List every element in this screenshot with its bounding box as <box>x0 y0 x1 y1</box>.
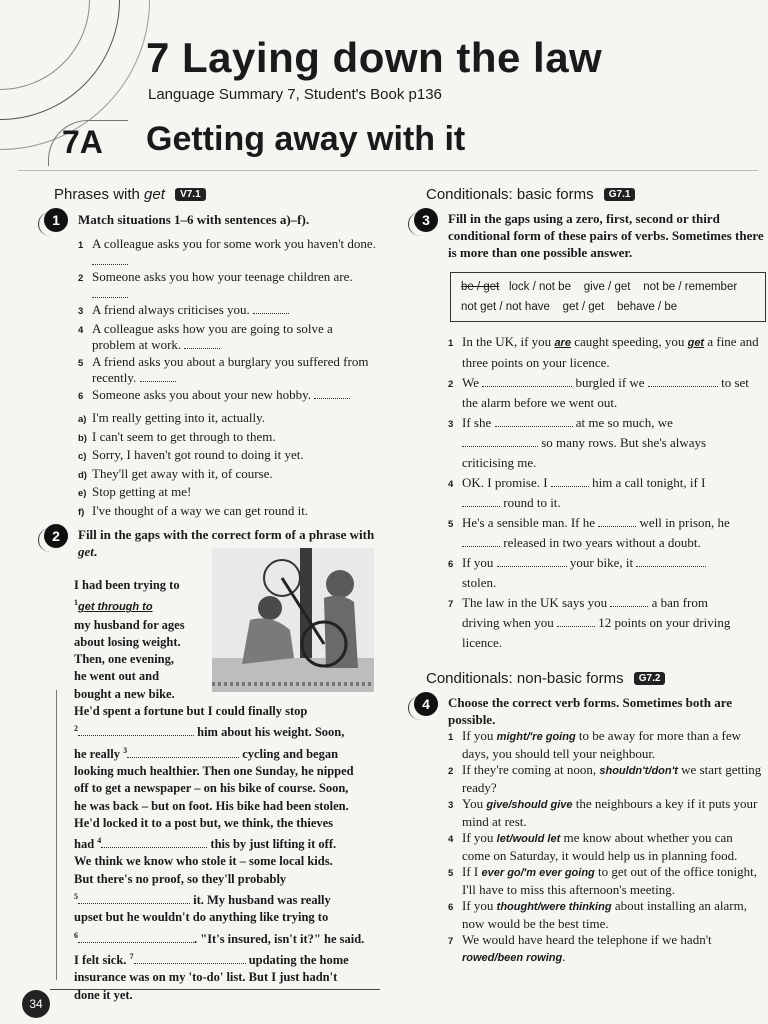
list-item <box>448 932 764 966</box>
story-line: off to get a newspaper – on his bike of course. Soon, <box>74 781 349 796</box>
item-text: Someone asks you about your new hobby. <box>92 386 312 402</box>
item-text: so many rows. But she's always <box>541 435 707 450</box>
story-line: But there's no proof, so they'll probably <box>74 871 287 886</box>
answer-gap[interactable] <box>610 597 648 607</box>
list-item <box>78 321 378 354</box>
gap-number: 5 <box>74 892 78 902</box>
instruction-emphasis: get <box>78 544 94 559</box>
item-text: 12 points on your driving <box>598 615 731 630</box>
item-text: round to it. <box>503 495 561 510</box>
answer-gap[interactable] <box>140 372 176 382</box>
item-number: 4 <box>448 479 454 490</box>
gap-number: 1 <box>74 598 78 608</box>
answer-gap[interactable] <box>462 497 500 507</box>
gap-number: 2 <box>74 724 78 734</box>
section-heading-phrases-with-get <box>54 186 206 203</box>
story-line: He'd spent a fortune but I could finally stop <box>74 704 308 719</box>
section-title-text: Phrases with <box>54 186 145 203</box>
item-text: A friend always criticises you. <box>92 302 250 317</box>
item-text: We would have heard the telephone if we hadn't <box>462 932 712 947</box>
verb-pair: not be / remember <box>643 281 738 293</box>
list-item <box>78 503 378 522</box>
item-number: 7 <box>448 599 454 610</box>
list-item <box>78 447 378 466</box>
example-answer: are <box>554 337 571 349</box>
list-item <box>78 466 378 485</box>
story-line <box>74 832 374 853</box>
exercise-number-4: 4 <box>414 692 438 716</box>
list-item <box>448 593 764 653</box>
verb-choice[interactable]: shouldn't/don't <box>599 765 678 777</box>
exercise-number-2: 2 <box>44 524 68 548</box>
list-item <box>448 373 764 413</box>
item-number: 6 <box>448 559 454 570</box>
item-text: to be away for more than a few days, you should tell your neighbour. <box>462 728 741 761</box>
section-badge: G7.1 <box>604 188 636 201</box>
item-number: 5 <box>78 357 84 369</box>
answer-gap[interactable] <box>462 437 538 447</box>
item-text: well in prison, he <box>639 515 730 530</box>
answer-gap[interactable] <box>134 954 246 964</box>
story-line <box>74 927 374 948</box>
item-text: If you <box>462 898 497 913</box>
list-item <box>448 898 764 932</box>
item-text: I'm really getting into it, actually. <box>92 410 265 425</box>
item-text: I can't seem to get through to them. <box>92 428 276 444</box>
item-text: If I <box>462 864 482 879</box>
list-item <box>448 796 764 830</box>
story-line <box>74 742 374 763</box>
item-number: 7 <box>448 936 454 947</box>
answer-gap[interactable] <box>598 517 636 527</box>
item-text: a fine and three points on your licence. <box>462 334 759 370</box>
instruction-text: Fill in the gaps with the correct form of a phrase with <box>78 527 375 542</box>
section-heading-conditionals-basic <box>426 186 635 203</box>
answer-gap[interactable] <box>78 894 190 904</box>
verb-choice[interactable]: thought/were thinking <box>496 901 612 913</box>
story-text: . "It's insured, isn't it?" he said. <box>194 931 365 946</box>
verb-pair: not get / not have <box>461 301 550 313</box>
item-text: Someone asks you how your teenage children are. <box>92 269 353 284</box>
verb-choice[interactable]: rowed/been rowing <box>462 951 563 964</box>
answer-gap[interactable] <box>557 617 595 627</box>
item-letter: a) <box>78 414 87 425</box>
item-text: a ban from <box>651 595 708 610</box>
list-item <box>448 513 764 553</box>
exercise-1-situations <box>78 236 378 405</box>
item-number: 6 <box>78 390 84 402</box>
list-item <box>78 410 378 429</box>
story-text: it. My husband was really <box>193 893 331 908</box>
verb-pair: lock / not be <box>508 281 571 293</box>
verb-pair: get / get <box>562 301 605 313</box>
story-line: he was back – but on foot. His bike had been stolen. <box>74 798 349 813</box>
item-text: If you <box>462 728 497 743</box>
verb-choice[interactable]: give/should give <box>486 799 573 811</box>
list-item <box>78 484 378 503</box>
answer-gap[interactable] <box>184 339 220 349</box>
item-text: Sorry, I haven't got round to doing it yet. <box>92 447 304 462</box>
story-text: he really <box>74 746 120 761</box>
item-number: 5 <box>448 519 454 530</box>
item-number: 3 <box>78 306 84 317</box>
answer-gap[interactable] <box>497 557 567 567</box>
exercise-4-sentences <box>448 728 764 966</box>
exercise-4-instruction: Choose the correct verb forms. Sometimes both are possible. <box>448 695 733 727</box>
item-number: 6 <box>448 902 454 913</box>
item-text: He's a sensible man. If he <box>462 515 596 530</box>
answer-gap[interactable] <box>127 748 239 758</box>
verb-pairs-box <box>450 272 766 322</box>
item-number: 5 <box>448 868 454 879</box>
item-text: The law in the UK says you <box>462 595 608 610</box>
story-line <box>74 720 374 741</box>
story-text: had <box>74 837 95 852</box>
list-item <box>78 269 378 302</box>
item-text: A friend asks you about a burglary you suffered from recently. <box>92 353 369 385</box>
item-number: 2 <box>78 273 84 284</box>
item-text: about installing an alarm, now would be the best time. <box>462 898 747 931</box>
item-number: 1 <box>448 732 454 743</box>
section-title-emphasis: get <box>144 186 165 203</box>
verb-choice[interactable]: ever go/'m ever going <box>481 867 595 879</box>
item-letter: d) <box>78 469 87 481</box>
item-text: stolen. <box>462 575 497 590</box>
item-text: to get out of the office tonight, I'll have to miss this afternoon's meeting. <box>462 864 757 897</box>
list-item <box>78 354 378 387</box>
page-number: 34 <box>22 990 50 1018</box>
list-item <box>448 864 764 898</box>
item-text: him a call tonight, if I <box>592 475 706 490</box>
verb-choice[interactable]: might/'re going <box>496 731 576 743</box>
story-text: cycling and began <box>242 746 339 761</box>
verb-choice[interactable]: let/would let <box>496 833 561 845</box>
verb-pair: behave / be <box>617 301 678 313</box>
story-line <box>74 594 374 616</box>
story-line: I had been trying to <box>74 578 180 592</box>
list-item <box>448 553 764 593</box>
list-item <box>448 473 764 513</box>
item-text: Stop getting at me! <box>92 484 192 499</box>
story-line: looking much healthier. Then one Sunday, he nipped <box>74 763 354 778</box>
list-item <box>78 387 378 406</box>
lesson-code: 7A <box>62 124 103 160</box>
unit-subtitle: Language Summary 7, Student's Book p136 <box>148 86 442 103</box>
list-item <box>78 302 378 321</box>
gap-number: 3 <box>123 745 128 755</box>
answer-gap[interactable] <box>253 304 289 314</box>
example-answer: get through to <box>78 601 153 614</box>
item-text: released in two years without a doubt. <box>503 535 701 550</box>
story-line: We think we know who stole it – some local kids. <box>74 854 333 869</box>
gap-number: 4 <box>97 836 102 846</box>
verb-row <box>461 297 755 317</box>
section-badge: V7.1 <box>175 188 206 201</box>
item-text: your bike, it <box>569 555 634 570</box>
item-text: caught speeding, you <box>574 334 685 349</box>
item-text: me know about whether you can come on Saturday, it would help us in planning food. <box>462 830 738 863</box>
item-text: criticising me. <box>462 455 537 470</box>
list-item <box>78 236 378 269</box>
list-item <box>448 762 764 796</box>
story-line: done it yet. <box>74 987 133 1002</box>
lesson-title: Getting away with it <box>146 120 466 158</box>
section-badge: G7.2 <box>634 672 666 685</box>
item-text: They'll get away with it, of course. <box>92 465 273 481</box>
item-text: we start getting ready? <box>462 762 762 795</box>
item-text: driving when you <box>462 615 554 630</box>
story-line: bought a new bike. <box>74 686 175 701</box>
answer-gap[interactable] <box>78 726 194 736</box>
item-text: to set <box>721 375 749 390</box>
answer-gap[interactable] <box>495 417 573 427</box>
exercise-number-3: 3 <box>414 208 438 232</box>
list-item <box>448 728 764 762</box>
gap-number: 6 <box>74 930 78 940</box>
item-number: 1 <box>448 338 454 349</box>
item-text: at me so much, we <box>575 415 673 430</box>
item-number: 4 <box>448 834 454 845</box>
list-item <box>78 429 378 448</box>
exercise-1-responses <box>78 410 378 521</box>
item-number: 2 <box>448 766 454 777</box>
exercise-number-1: 1 <box>44 208 68 232</box>
verb-row <box>461 277 755 297</box>
answer-gap[interactable] <box>92 288 128 298</box>
item-text: If they're coming at noon, <box>462 762 600 777</box>
story-text: him about his weight. Soon, <box>197 725 345 740</box>
item-text: We <box>462 375 479 390</box>
story-line: he went out and <box>74 669 160 684</box>
item-number: 4 <box>78 324 84 336</box>
item-text: If you <box>462 830 497 845</box>
story-line: Then, one evening, <box>74 652 175 667</box>
item-number: 3 <box>448 419 454 430</box>
item-text: the neighbours a key if it puts your mind at rest. <box>462 796 758 829</box>
item-letter: c) <box>78 451 87 462</box>
answer-gap[interactable] <box>636 557 706 567</box>
story-text: I felt sick. <box>74 952 127 967</box>
story-line: insurance was on my 'to-do' list. But I just hadn't <box>74 970 338 985</box>
story-text: updating the home <box>248 952 349 967</box>
answer-gap[interactable] <box>92 255 128 265</box>
gap-number: 7 <box>129 951 134 961</box>
list-item <box>448 413 764 473</box>
item-text: the alarm before we went out. <box>462 395 618 410</box>
unit-title: 7 Laying down the law <box>146 34 603 81</box>
section-heading-conditionals-non-basic <box>426 670 665 687</box>
exercise-1-instruction: Match situations 1–6 with sentences a)–f). <box>78 212 310 227</box>
item-text: A colleague asks how you are going to solve a problem at work. <box>92 320 333 352</box>
item-letter: b) <box>78 432 87 444</box>
answer-gap[interactable] <box>462 537 500 547</box>
divider <box>50 980 380 990</box>
item-text: You <box>462 796 487 811</box>
instruction-end: . <box>93 544 98 559</box>
item-text: burgled if we <box>575 375 645 390</box>
item-text: If you <box>462 555 494 570</box>
answer-gap[interactable] <box>314 389 350 399</box>
list-item <box>448 332 764 373</box>
answer-gap[interactable] <box>551 477 589 487</box>
answer-gap[interactable] <box>648 377 718 387</box>
answer-gap[interactable] <box>482 377 572 387</box>
item-text: OK. I promise. I <box>462 475 548 490</box>
exercise-3-instruction: Fill in the gaps using a zero, first, second or third conditional form of these pairs of verbs. Sometimes there is more than one possible answer. <box>448 211 764 260</box>
item-text: licence. <box>462 635 503 650</box>
story-line: upset but he wouldn't do anything like trying to <box>74 910 329 925</box>
divider <box>56 690 57 980</box>
item-letter: f) <box>78 506 85 518</box>
section-title-text: Conditionals: basic forms <box>426 186 594 203</box>
item-number: 2 <box>448 379 454 390</box>
item-number: 1 <box>78 240 84 251</box>
exercise-3-sentences <box>448 332 764 653</box>
story-line <box>74 948 374 969</box>
item-text: In the UK, if you <box>462 334 552 349</box>
answer-gap[interactable] <box>78 933 194 943</box>
example-answer: get <box>687 337 705 349</box>
list-item <box>448 830 764 864</box>
divider <box>18 170 758 171</box>
item-text: I've thought of a way we can get round it. <box>92 502 309 518</box>
item-text: A colleague asks you for some work you haven't done. <box>92 236 376 251</box>
item-text: . <box>562 948 566 964</box>
section-title-text: Conditionals: non-basic forms <box>426 670 624 687</box>
story-line <box>74 888 374 909</box>
exercise-2-story <box>74 577 374 1004</box>
story-line: He'd locked it to a post but, we think, the thieves <box>74 815 334 830</box>
verb-pair-example: be / get <box>461 281 500 293</box>
item-letter: e) <box>78 488 87 499</box>
verb-pair: give / get <box>583 281 631 293</box>
item-text: If she <box>462 415 492 430</box>
item-number: 3 <box>448 800 454 811</box>
story-line: about losing weight. <box>74 634 181 649</box>
story-line: my husband for ages <box>74 617 185 632</box>
story-text: this by just lifting it off. <box>210 837 337 852</box>
answer-gap[interactable] <box>101 838 207 848</box>
